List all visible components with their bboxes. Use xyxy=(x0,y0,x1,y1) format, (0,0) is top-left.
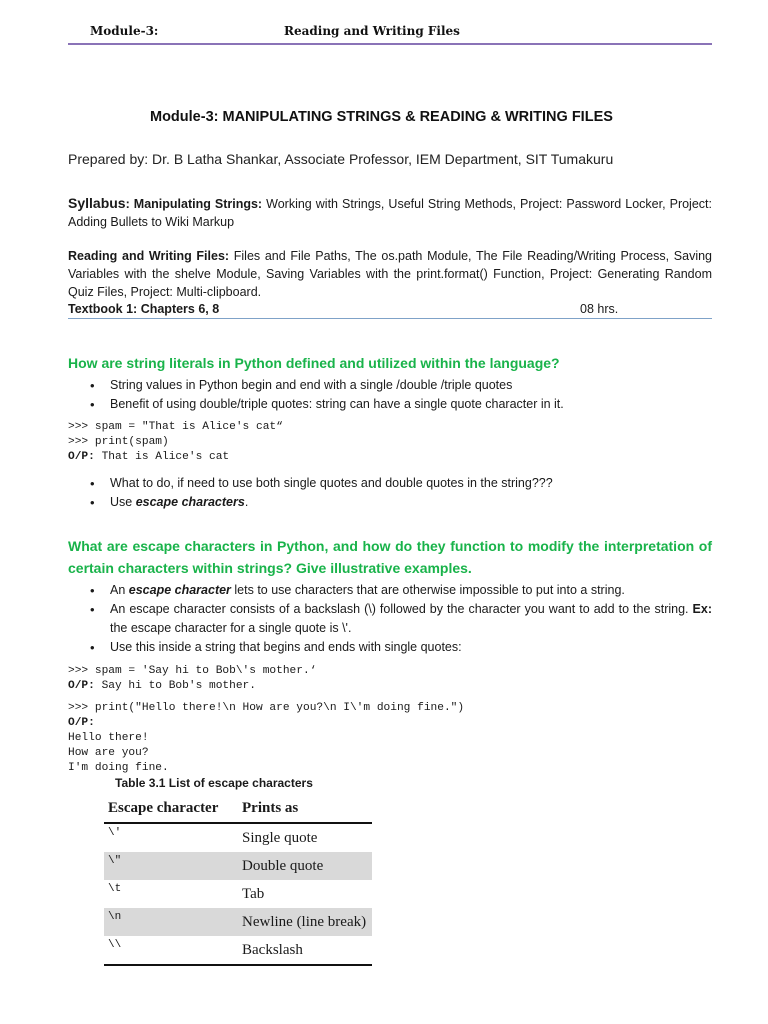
table-row: \n Newline (line break) xyxy=(104,908,372,936)
code-line: >>> spam = "That is Alice's cat“ xyxy=(68,421,283,433)
textbook: Textbook 1: Chapters 6, 8 xyxy=(68,302,220,316)
rw-text: Files and File Paths, The os.path Module, The File Reading/Writing Process, Saving Variables with the shelve Module, Saving Variables with the print.format() Function, Project: Generating Random Quiz Files, Project: Multi-clipboard. xyxy=(68,249,712,299)
output-text: That is Alice's cat xyxy=(94,451,230,463)
syllabus xyxy=(68,194,712,231)
table-caption: Table 3.1 List of escape characters xyxy=(115,776,313,790)
code-line: >>> spam = 'Say hi to Bob\'s mother.‘ xyxy=(68,665,317,677)
code-output xyxy=(68,450,229,465)
table-row: \t Tab xyxy=(108,883,265,902)
output-line: How are you? xyxy=(68,747,149,759)
list-item: • An escape character consists of a backslash (\) followed by the character you want to add to the string. Ex: the escape character for a single quote is \'. xyxy=(86,600,712,638)
question-string-literals: How are string literals in Python defined and utilized within the language? xyxy=(68,355,560,371)
escape-table xyxy=(104,794,372,966)
section2-bullets xyxy=(86,581,712,657)
list-item: • What to do, if need to use both single quotes and double quotes in the string??? xyxy=(86,474,712,493)
list-item: • Use escape characters. xyxy=(86,493,712,512)
code-line: >>> print(spam) xyxy=(68,436,169,448)
list-item: • Use this inside a string that begins and ends with single quotes: xyxy=(86,638,712,657)
syllabus-label: Syllabus xyxy=(68,195,126,211)
prepared-by: Prepared by: Dr. B Latha Shankar, Associate Professor, IEM Department, SIT Tumakuru xyxy=(68,151,614,167)
syllabus-sub-label: : Manipulating Strings: xyxy=(125,197,263,211)
table-row: \" Double quote xyxy=(104,852,372,880)
output-line: Hello there! xyxy=(68,732,149,744)
page-title: Module-3: MANIPULATING STRINGS & READING & WRITING FILES xyxy=(150,109,613,125)
header-title: Reading and Writing Files xyxy=(284,24,460,38)
output-label: O/P: xyxy=(68,451,95,463)
header-module: Module-3: xyxy=(90,24,159,38)
rw-label: Reading and Writing Files: xyxy=(68,249,230,263)
syllabus-divider xyxy=(68,318,712,319)
table-header: Escape character xyxy=(104,794,238,823)
section1-bullets-2 xyxy=(86,474,712,512)
reading-writing-syllabus xyxy=(68,247,712,301)
list-item: • An escape character lets to use characters that are otherwise impossible to put into a string. xyxy=(86,581,712,600)
code-output: O/P: Say hi to Bob's mother. xyxy=(68,680,256,692)
hours: 08 hrs. xyxy=(580,302,619,316)
syllabus-text: Working with Strings, Useful String Methods, Project: Password Locker, Project: Adding Bullets to Wiki Markup xyxy=(68,197,712,229)
table-header: Prints as xyxy=(238,794,372,823)
list-item: • Benefit of using double/triple quotes: string can have a single quote character in it. xyxy=(86,395,712,414)
header-divider xyxy=(68,43,712,45)
question-escape-characters: What are escape characters in Python, and how do they function to modify the interpretation of certain characters within strings? Give illustrative examples. xyxy=(68,538,712,576)
section1-bullets xyxy=(86,376,712,414)
output-line: I'm doing fine. xyxy=(68,762,169,774)
output-label: O/P: xyxy=(68,717,95,729)
list-item: • String values in Python begin and end with a single /double /triple quotes xyxy=(86,376,712,395)
table-row: \' Single quote xyxy=(108,827,318,846)
code-line: >>> print("Hello there!\n How are you?\n I\'m doing fine.") xyxy=(68,702,465,714)
table-row: \\ Backslash xyxy=(104,936,372,965)
